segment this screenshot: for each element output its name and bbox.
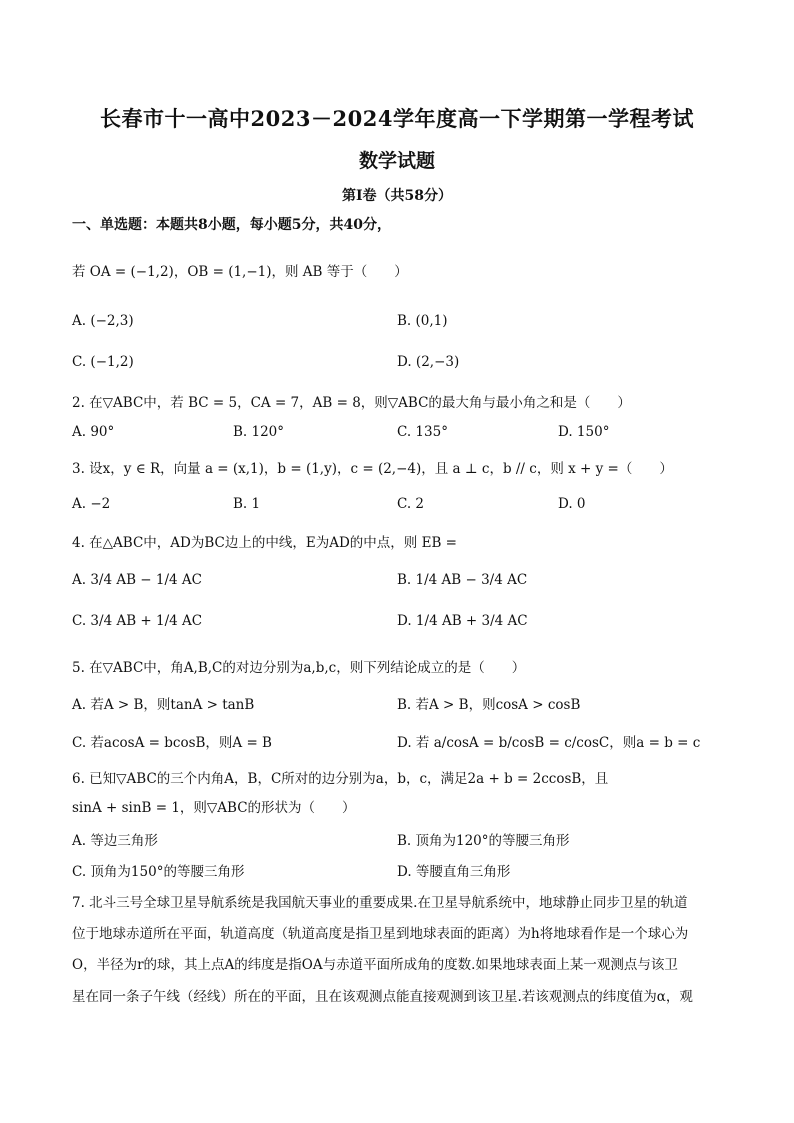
- question-3-stem: 3. 设x，y ∈ R，向量 a = (x,1)，b = (1,y)，c = (2,−4)，且 a ⊥ c，b // c，则 x + y =（ ）: [72, 461, 673, 477]
- question-6-stem: 6. 已知▽ABC的三个内角A，B，C所对的边分别为a，b，c，满足2a + b = 2ccosB，且: [72, 771, 609, 787]
- q3-option-d: D. 0: [558, 496, 586, 512]
- exam-subtitle: 数学试题: [358, 150, 435, 172]
- q5-option-c: C. 若acosA = bcosB，则A = B: [72, 735, 272, 751]
- q4-option-a: A. 3/4 AB − 1/4 AC: [72, 572, 203, 588]
- q2-option-d: D. 150°: [558, 424, 610, 440]
- q1-option-b: B. (0,1): [397, 313, 448, 329]
- q6-option-b: B. 顶角为120°的等腰三角形: [397, 833, 570, 849]
- q6-option-a: A. 等边三角形: [72, 833, 158, 849]
- question-6-stem-line2: sinA + sinB = 1，则▽ABC的形状为（ ）: [72, 800, 356, 816]
- q2-option-b: B. 120°: [233, 424, 285, 440]
- question-1-stem: 若 OA = (−1,2)，OB = (1,−1)，则 AB 等于（ ）: [72, 264, 408, 280]
- q6-option-c: C. 顶角为150°的等腰三角形: [72, 864, 245, 880]
- q2-option-c: C. 135°: [397, 424, 448, 440]
- question-5-stem: 5. 在▽ABC中，角A,B,C的对边分别为a,b,c，则下列结论成立的是（ ）: [72, 660, 526, 676]
- q4-option-c: C. 3/4 AB + 1/4 AC: [72, 613, 203, 629]
- q1-option-a: A. (−2,3): [72, 313, 134, 329]
- question-7-line-1: 7. 北斗三号全球卫星导航系统是我国航天事业的重要成果.在卫星导航系统中，地球静止同步卫星的轨道: [72, 895, 688, 911]
- exam-title: 长春市十一高中2023－2024学年度高一下学期第一学程考试: [100, 106, 694, 131]
- q1-option-c: C. (−1,2): [72, 354, 134, 370]
- section-heading: 一、单选题：本题共8小题，每小题5分，共40分，: [72, 217, 391, 233]
- q5-option-d: D. 若 a/cosA = b/cosB = c/cosC，则a = b = c: [397, 735, 701, 751]
- q2-option-a: A. 90°: [72, 424, 115, 440]
- question-4-stem: 4. 在△ABC中，AD为BC边上的中线，E为AD的中点，则 EB =: [72, 535, 457, 551]
- q3-option-b: B. 1: [233, 496, 261, 512]
- q4-option-d: D. 1/4 AB + 3/4 AC: [397, 613, 528, 629]
- question-7-line-2: 位于地球赤道所在平面，轨道高度（轨道高度是指卫星到地球表面的距离）为h将地球看作是一个球心为: [72, 926, 689, 942]
- question-7-line-3: O，半径为r的球，其上点A的纬度是指OA与赤道平面所成角的度数.如果地球表面上某一观测点与该卫: [72, 957, 678, 973]
- part-heading: 第Ⅰ卷（共58分）: [341, 188, 453, 204]
- question-7-line-4: 星在同一条子午线（经线）所在的平面，且在该观测点能直接观测到该卫星.若该观测点的纬度值为α，观: [72, 989, 693, 1005]
- q5-option-a: A. 若A > B，则tanA > tanB: [72, 697, 255, 713]
- question-2-stem: 2. 在▽ABC中，若 BC = 5，CA = 7，AB = 8，则▽ABC的最大角与最小角之和是（ ）: [72, 395, 631, 411]
- q1-option-d: D. (2,−3): [397, 354, 460, 370]
- q4-option-b: B. 1/4 AB − 3/4 AC: [397, 572, 528, 588]
- q3-option-c: C. 2: [397, 496, 425, 512]
- q5-option-b: B. 若A > B，则cosA > cosB: [397, 697, 581, 713]
- q6-option-d: D. 等腰直角三角形: [397, 864, 511, 880]
- q3-option-a: A. −2: [72, 496, 111, 512]
